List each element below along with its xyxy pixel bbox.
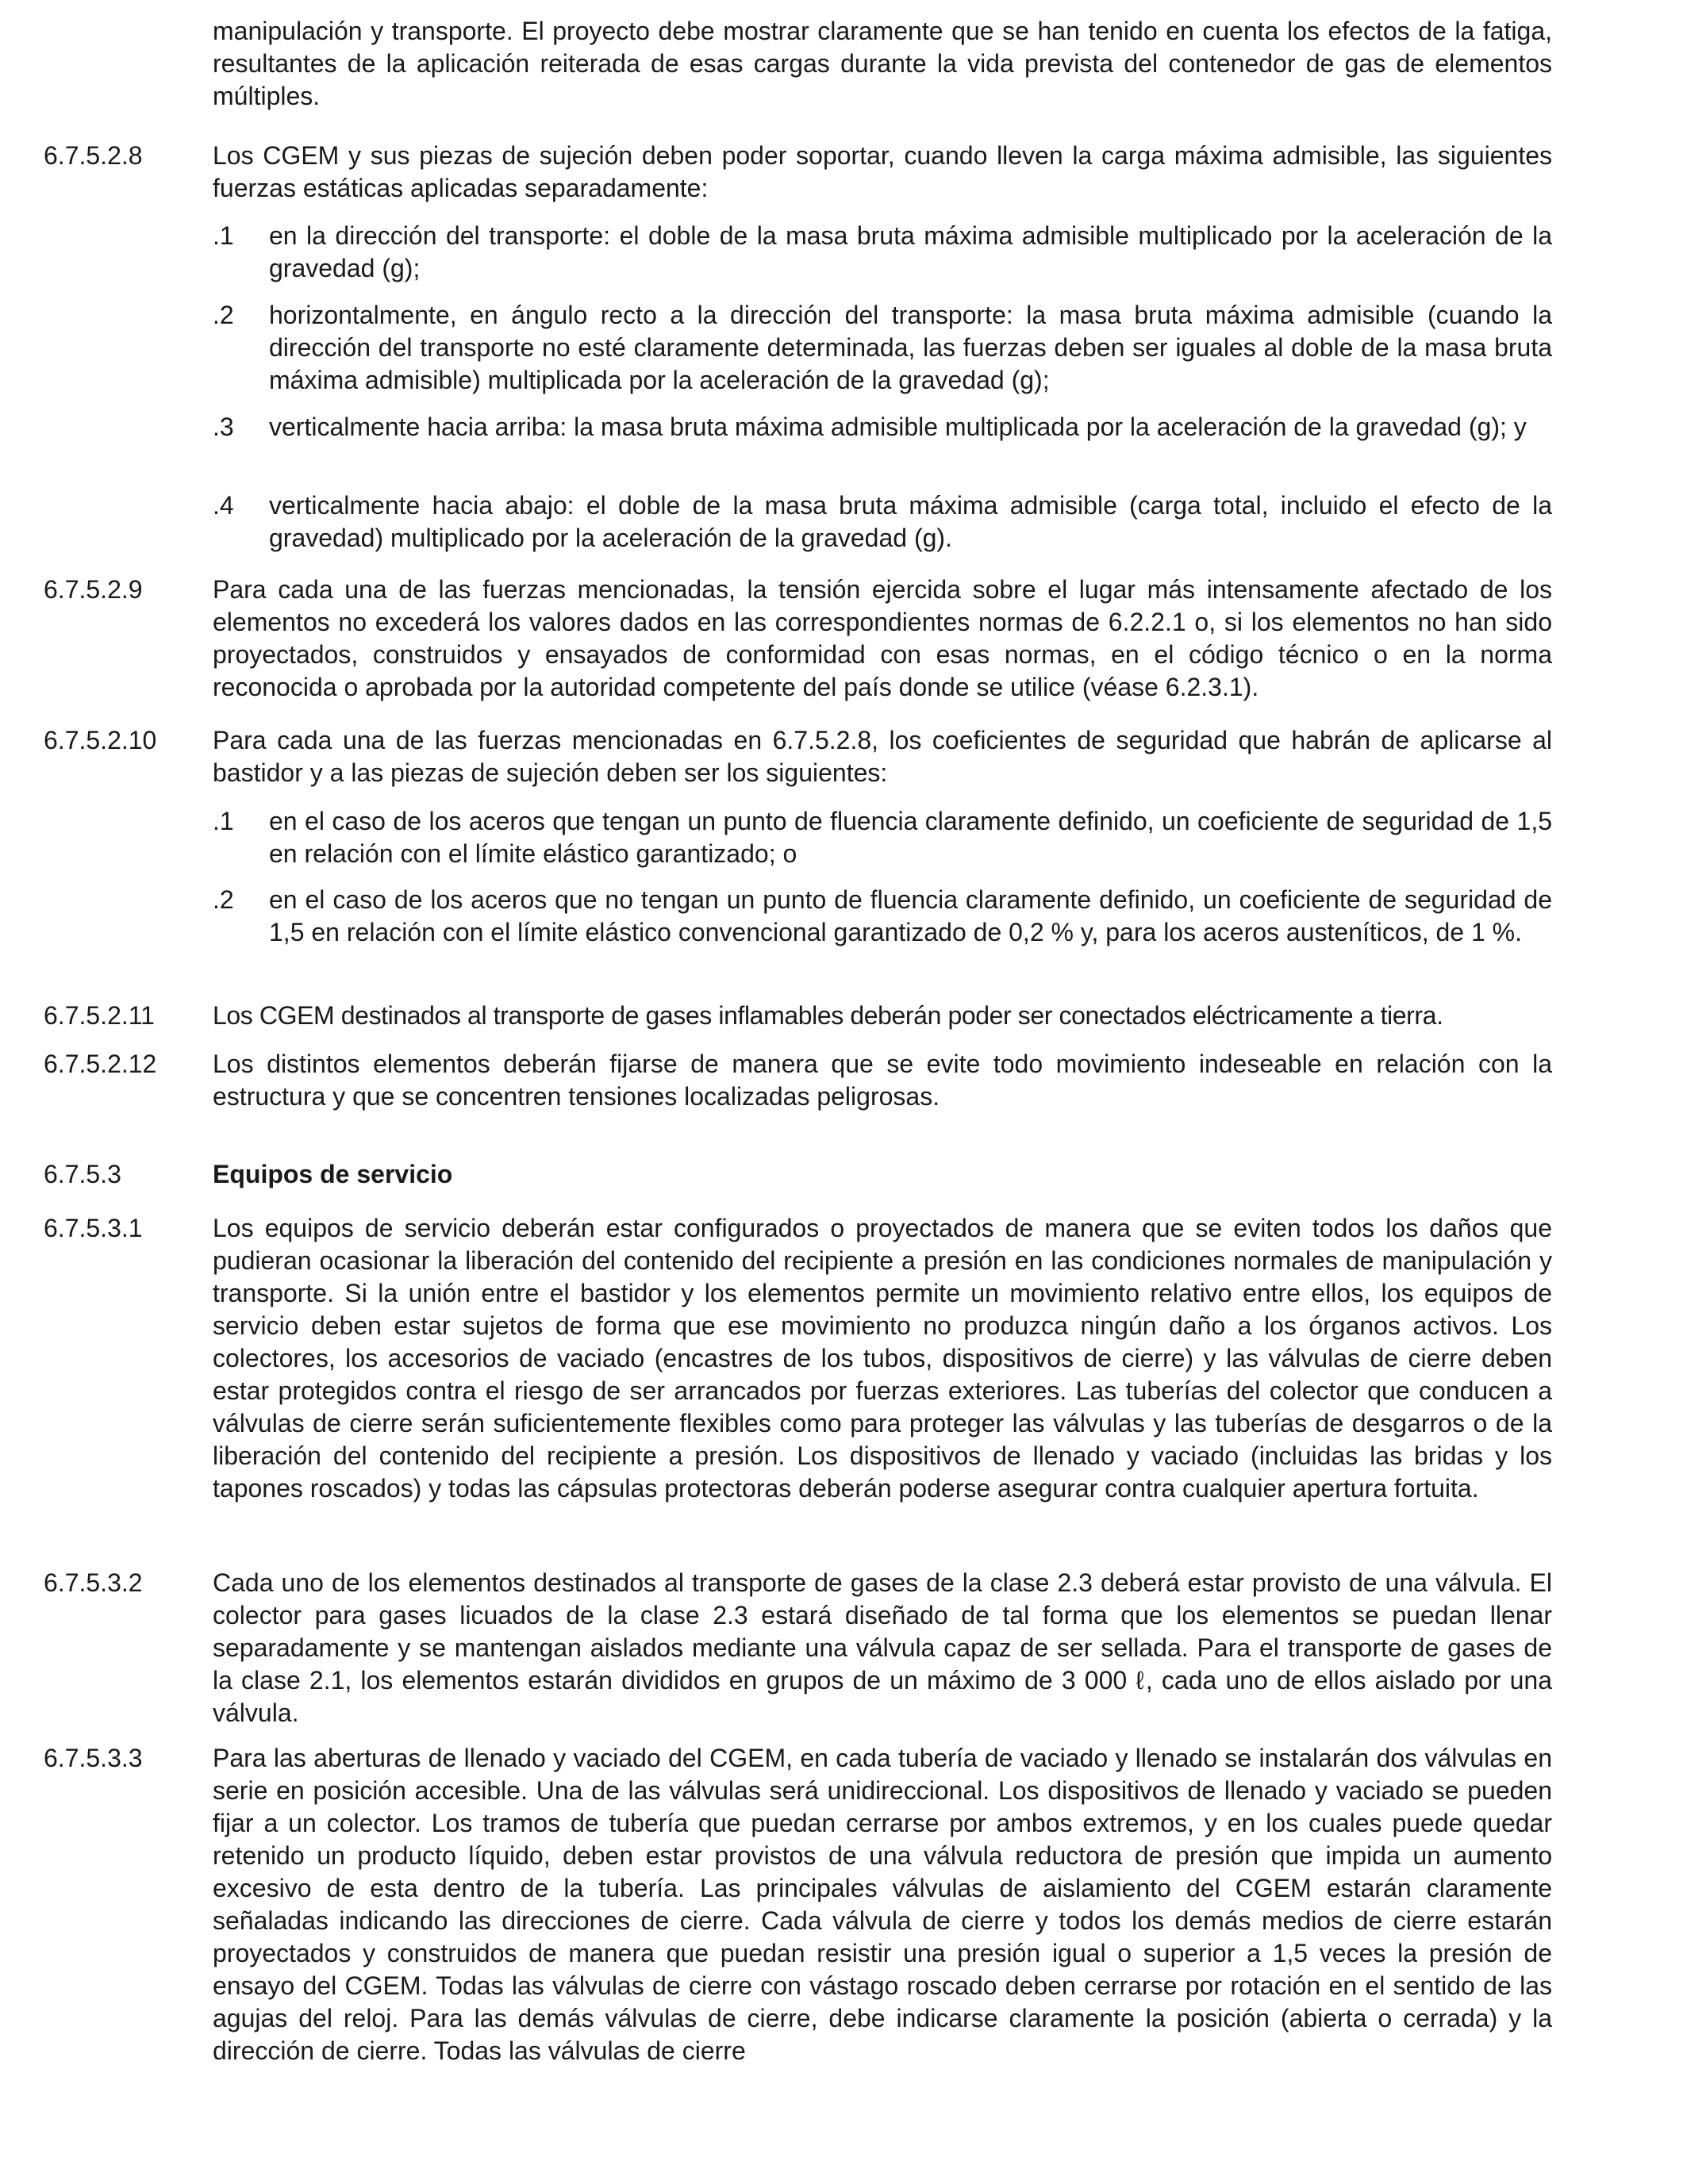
paragraph-text: Los CGEM y sus piezas de sujeción deben poder soportar, cuando lleven la carga máxima admisible, las siguientes fuerzas estáticas aplicadas separadamente: <box>213 141 1552 202</box>
paragraph-number: 6.7.5.2.10 <box>44 726 157 754</box>
paragraph-text: Los equipos de servicio deberán estar configurados o proyectados de manera que se eviten todos los daños que pudieran ocasionar la liberación del contenido del recipiente a presión en las condiciones normales de manipulación y transporte. Si la unión entre el bastidor y los elementos permite un movimiento relativo entre ellos, los equipos de servicio deben estar sujetos de forma que ese movimiento no produzca ningún daño a los órganos activos. Los colectores, los accesorios de vaciado (encastres de los tubos, dispositivos de cierre) y las válvulas de cierre deben estar protegidos contra el riesgo de ser arrancados por fuerzas exteriores. Las tuberías del colector que conducen a válvulas de cierre serán suficientemente flexibles como para proteger las válvulas y las tuberías de desgarros o de la liberación del contenido del recipiente a presión. Los dispositivos de llenado y vaciado (incluidas las bridas y los tapones roscados) y todas las cápsulas protectoras deberán poderse asegurar contra cualquier apertura fortuita. <box>213 1214 1552 1503</box>
paragraph-text: Para cada una de las fuerzas mencionadas, la tensión ejercida sobre el lugar más intensamente afectado de los elementos no excederá los valores dados en las correspondientes normas de 6.2.2.1 o, si los elementos no han sido proyectados, construidos y ensayados de conformidad con esas normas, en el código técnico o en la norma reconocida o aprobada por la autoridad competente del país donde se utilice (véase 6.2.3.1). <box>213 575 1552 701</box>
paragraph-text: Cada uno de los elementos destinados al transporte de gases de la clase 2.3 deberá estar provisto de una válvula. El colector para gases licuados de la clase 2.3 estará diseñado de tal forma que los elementos se puedan llenar separadamente y se mantengan aislados mediante una válvula capaz de ser sellada. Para el transporte de gases de la clase 2.1, los elementos estarán divididos en grupos de un máximo de 3 000 ℓ, cada uno de ellos aislado por una válvula. <box>213 1568 1552 1727</box>
paragraph-text: Los distintos elementos deberán fijarse de manera que se evite todo movimiento indeseable en relación con la estructura y que se concentren tensiones localizadas peligrosas. <box>213 1050 1552 1111</box>
list-item-label: .1 <box>213 807 234 835</box>
paragraph-number: 6.7.5.3.1 <box>44 1214 143 1242</box>
list-item-text: en el caso de los aceros que tengan un punto de fluencia claramente definido, un coeficiente de seguridad de 1,5 en relación con el límite elástico garantizado; o <box>269 807 1552 868</box>
paragraph-number: 6.7.5.3.2 <box>44 1568 143 1597</box>
paragraph-text: Para cada una de las fuerzas mencionadas en 6.7.5.2.8, los coeficientes de seguridad que habrán de aplicarse al bastidor y a las piezas de sujeción deben ser los siguientes: <box>213 726 1552 787</box>
section-number: 6.7.5.3 <box>44 1160 121 1188</box>
list-item-label: .2 <box>213 301 234 329</box>
paragraph-number: 6.7.5.2.9 <box>44 575 143 604</box>
section-title: Equipos de servicio <box>213 1160 453 1188</box>
list-item-label: .2 <box>213 885 234 914</box>
list-item-label: .3 <box>213 413 234 441</box>
paragraph-number: 6.7.5.2.8 <box>44 141 143 170</box>
list-item-text: en el caso de los aceros que no tengan un punto de fluencia claramente definido, un coeficiente de seguridad de 1,5 en relación con el límite elástico convencional garantizado de 0,2 % y, para los aceros austeníticos, de 1 %. <box>269 885 1552 946</box>
list-item-text: en la dirección del transporte: el doble de la masa bruta máxima admisible multiplicado por la aceleración de la gravedad (g); <box>269 221 1552 282</box>
list-item-text: verticalmente hacia abajo: el doble de la masa bruta máxima admisible (carga total, incluido el efecto de la gravedad) multiplicado por la aceleración de la gravedad (g). <box>269 491 1552 552</box>
list-item-label: .1 <box>213 221 234 250</box>
list-item-text: verticalmente hacia arriba: la masa bruta máxima admisible multiplicada por la aceleración de la gravedad (g); y <box>269 413 1527 441</box>
paragraph-number: 6.7.5.2.11 <box>44 1001 155 1030</box>
paragraph-text: Los CGEM destinados al transporte de gases inflamables deberán poder ser conectados eléctricamente a tierra. <box>213 1001 1443 1030</box>
paragraph-text: Para las aberturas de llenado y vaciado del CGEM, en cada tubería de vaciado y llenado se instalarán dos válvulas en serie en posición accesible. Una de las válvulas será unidireccional. Los dispositivos de llenado y vaciado se pueden fijar a un colector. Los tramos de tubería que puedan cerrarse por ambos extremos, y en los cuales puede quedar retenido un producto líquido, deben estar provistos de una válvula reductora de presión que impida un aumento excesivo de esta dentro de la tubería. Las principales válvulas de aislamiento del CGEM estarán claramente señaladas indicando las direcciones de cierre. Cada válvula de cierre y todos los demás medios de cierre estarán proyectados y construidos de manera que puedan resistir una presión igual o superior a 1,5 veces la presión de ensayo del CGEM. Todas las válvulas de cierre con vástago roscado deben cerrarse por rotación en el sentido de las agujas del reloj. Para las demás válvulas de cierre, debe indicarse claramente la posición (abierta o cerrada) y la dirección de cierre. Todas las válvulas de cierre <box>213 1744 1552 2065</box>
list-item-text: horizontalmente, en ángulo recto a la dirección del transporte: la masa bruta máxima admisible (cuando la dirección del transporte no esté claramente determinada, las fuerzas deben ser iguales al doble de la masa bruta máxima admisible) multiplicada por la aceleración de la gravedad (g); <box>269 301 1552 394</box>
paragraph-number: 6.7.5.2.12 <box>44 1050 157 1078</box>
paragraph-text: manipulación y transporte. El proyecto debe mostrar claramente que se han tenido en cuenta los efectos de la fatiga, resultantes de la aplicación reiterada de esas cargas durante la vida prevista del contenedor de gas de elementos múltiples. <box>213 17 1552 110</box>
paragraph-number: 6.7.5.3.3 <box>44 1744 143 1772</box>
list-item-label: .4 <box>213 491 234 520</box>
